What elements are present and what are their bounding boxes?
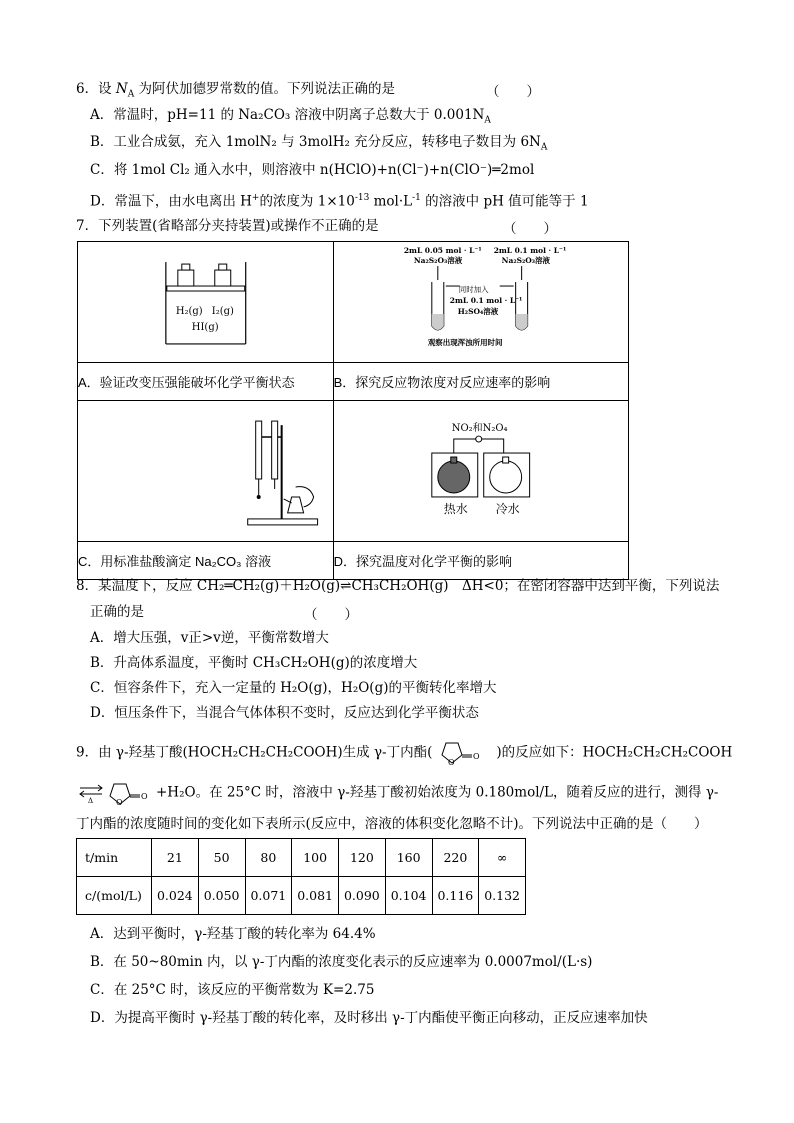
- fig-b-mid-label-3: H₂SO₄溶液: [457, 306, 498, 316]
- q6-stem: [76, 80, 395, 104]
- test-tube-figure: [334, 242, 628, 358]
- q7-answer-paren[interactable]: （ ）: [503, 221, 557, 237]
- q6-option-d-sup-1: +: [251, 193, 260, 203]
- q9-option-c[interactable]: C．在 25°C 时，该反应的平衡常数为 K=2.75: [90, 982, 375, 998]
- table-cell: 80: [245, 839, 292, 877]
- q7-fig-d-cell: [333, 401, 628, 542]
- syringe-apparatus-figure: [78, 242, 333, 358]
- q7-caption-a[interactable]: A．验证改变压强能破坏化学平衡状态: [78, 363, 334, 401]
- table-cell: 0.132: [479, 877, 526, 915]
- table-cell: 0.104: [385, 877, 432, 915]
- table-cell: 120: [339, 839, 386, 877]
- q6-option-d-text-4: 的溶液中 pH 值可能等于 1: [420, 193, 589, 210]
- q9-stem-line-3: 丁内酯的浓度随时间的变化如下表所示(反应中，溶液的体积变化忽略不计)。下列说法中正确的是（ ）: [76, 816, 708, 832]
- table-cell: 0.024: [152, 877, 199, 915]
- q6-option-d-text-3: mol·L: [369, 193, 413, 210]
- table-row: [77, 839, 526, 877]
- lactone-structure-icon-2: [106, 780, 156, 806]
- q8-option-b[interactable]: B．升高体系温度，平衡时 CH₃CH₂OH(g)的浓度增大: [90, 655, 418, 671]
- q8-stem: 8．某温度下，反应 CH₂═CH₂(g)＋H₂O(g)⇌CH₃CH₂OH(g) ΔH<0；在密闭容器中达到平衡，下列说法: [76, 578, 720, 594]
- q6-option-a-text: A．常温时，pH=11 的 Na₂CO₃ 溶液中阴离子总数大于 0.001N: [90, 107, 485, 123]
- q6-option-b-text: B．工业合成氨，充入 1molN₂ 与 3molH₂ 充分反应，转移电子数目为 6N: [90, 134, 541, 150]
- temperature-beakers-figure: [334, 401, 628, 537]
- q9-option-a[interactable]: A．达到平衡时，γ-羟基丁酸的转化率为 64.4%: [90, 926, 376, 942]
- q8-stem-line-2: 正确的是: [90, 604, 144, 620]
- q6-stem-text: 6．设: [76, 81, 116, 97]
- q6-answer-paren[interactable]: （ ）: [486, 84, 540, 100]
- fig-a-gas-1: H₂(g): [175, 305, 203, 317]
- table-cell: 21: [152, 839, 199, 877]
- q8-option-c[interactable]: C．恒容条件下，充入一定量的 H₂O(g)，H₂O(g)的平衡转化率增大: [90, 680, 497, 696]
- fig-a-gas-3: HI(g): [191, 321, 219, 333]
- fig-b-right-label-2: Na₂S₂O₃溶液: [501, 256, 550, 266]
- fig-b-right-label-1: 2mL 0.1 mol · L⁻¹: [493, 246, 566, 256]
- lactone-structure-icon: [432, 739, 496, 767]
- q8-option-d[interactable]: D．恒压条件下，当混合气体体积不变时，反应达到化学平衡状态: [90, 705, 479, 721]
- q6-option-b-sub: A: [540, 142, 548, 153]
- svg-text:O: O: [473, 752, 480, 761]
- table-cell: ∞: [479, 839, 526, 877]
- q9-stem-line-1: [76, 739, 732, 767]
- svg-text:Δ: Δ: [88, 797, 94, 804]
- svg-text:O: O: [116, 798, 123, 806]
- q9-data-table: [76, 838, 526, 915]
- q7-caption-c[interactable]: C．用标准盐酸滴定 Na₂CO₃ 溶液: [78, 542, 334, 580]
- q7-fig-b-cell: [333, 242, 628, 363]
- q9-option-d[interactable]: D．为提高平衡时 γ-羟基丁酸的转化率，及时移出 γ-丁内酯使平衡正向移动，正反应速率加快: [90, 1010, 648, 1026]
- q6-option-a-sub: A: [484, 115, 491, 126]
- q8-option-a[interactable]: A．增大压强，v正>v逆，平衡常数增大: [90, 630, 329, 646]
- table-header-conc: c/(mol/L): [77, 877, 152, 915]
- q9-stem-text-1: 9．由 γ-羟基丁酸(HOCH₂CH₂CH₂COOH)生成 γ-丁内酯(: [76, 744, 433, 761]
- fig-b-left-label-1: 2mL 0.05 mol · L⁻¹: [403, 246, 482, 256]
- table-cell: 0.116: [432, 877, 479, 915]
- svg-text:O: O: [141, 792, 148, 801]
- fig-d-cold-label: 冷水: [495, 501, 520, 516]
- q7-caption-b[interactable]: B．探究反应物浓度对反应速率的影响: [333, 363, 628, 401]
- q6-stem-text-2: 为阿伏加德罗常数的值。下列说法正确的是: [134, 81, 395, 97]
- q7-caption-d[interactable]: D．探究温度对化学平衡的影响: [333, 542, 628, 580]
- reversible-arrow-icon: [76, 782, 106, 804]
- fig-b-bottom-label: 观察出现浑浊所用时间: [427, 337, 503, 347]
- table-cell: 220: [432, 839, 479, 877]
- q9-stem-line-2: [76, 780, 718, 806]
- q6-option-d-sup-3: -1: [412, 193, 421, 203]
- q9-stem-text-3: +H₂O。在 25°C 时，溶液中 γ-羟基丁酸初始浓度为 0.180mol/L，随着反应的进行，测得 γ-: [156, 784, 719, 801]
- q6-option-a[interactable]: [90, 106, 491, 130]
- q7-stem: 7．下列装置(省略部分夹持装置)或操作不正确的是: [76, 218, 379, 234]
- fig-d-hot-label: 热水: [443, 501, 468, 516]
- table-cell: 0.071: [245, 877, 292, 915]
- fig-a-gas-2: I₂(g): [211, 305, 234, 317]
- q7-fig-c-cell: [78, 401, 334, 542]
- q9-stem-text-2: )的反应如下：HOCH₂CH₂CH₂COOH: [496, 744, 733, 761]
- table-cell: 0.050: [198, 877, 245, 915]
- svg-text:O: O: [448, 758, 455, 767]
- fig-d-top-label: NO₂和N₂O₄: [451, 423, 508, 435]
- titration-stand-figure: [78, 401, 333, 537]
- q6-na-sub: A: [127, 89, 135, 100]
- table-header-time: t/min: [77, 839, 152, 877]
- table-cell: 0.090: [339, 877, 386, 915]
- q9-option-b[interactable]: B．在 50~80min 内，以 γ-丁内酯的浓度变化表示的反应速率为 0.0007mol/(L·s): [90, 954, 593, 970]
- table-cell: 100: [292, 839, 339, 877]
- table-cell: 160: [385, 839, 432, 877]
- fig-b-mid-label-2: 2mL 0.1 mol · L⁻¹: [449, 295, 522, 305]
- q6-option-b[interactable]: [90, 133, 547, 157]
- fig-b-mid-label-1: 同时加入: [458, 285, 489, 295]
- table-cell: 50: [198, 839, 245, 877]
- q7-fig-a-cell: [78, 242, 334, 363]
- q6-option-d-text-1: D．常温下，由水电离出 H: [90, 193, 252, 210]
- q6-option-d-sup-2: -13: [354, 193, 370, 203]
- q6-option-c[interactable]: C．将 1mol Cl₂ 通入水中，则溶液中 n(HClO)+n(Cl⁻)+n(ClO⁻)═2mol: [90, 162, 535, 178]
- q6-na-symbol: N: [115, 81, 128, 97]
- table-row: [77, 877, 526, 915]
- table-cell: 0.081: [292, 877, 339, 915]
- q8-answer-paren[interactable]: （ ）: [304, 607, 358, 623]
- q6-option-d[interactable]: [90, 189, 589, 211]
- q6-option-d-text-2: 的浓度为 1×10: [259, 193, 355, 210]
- q7-figure-table: [77, 241, 629, 580]
- fig-b-left-label-2: Na₂S₂O₃溶液: [413, 256, 462, 266]
